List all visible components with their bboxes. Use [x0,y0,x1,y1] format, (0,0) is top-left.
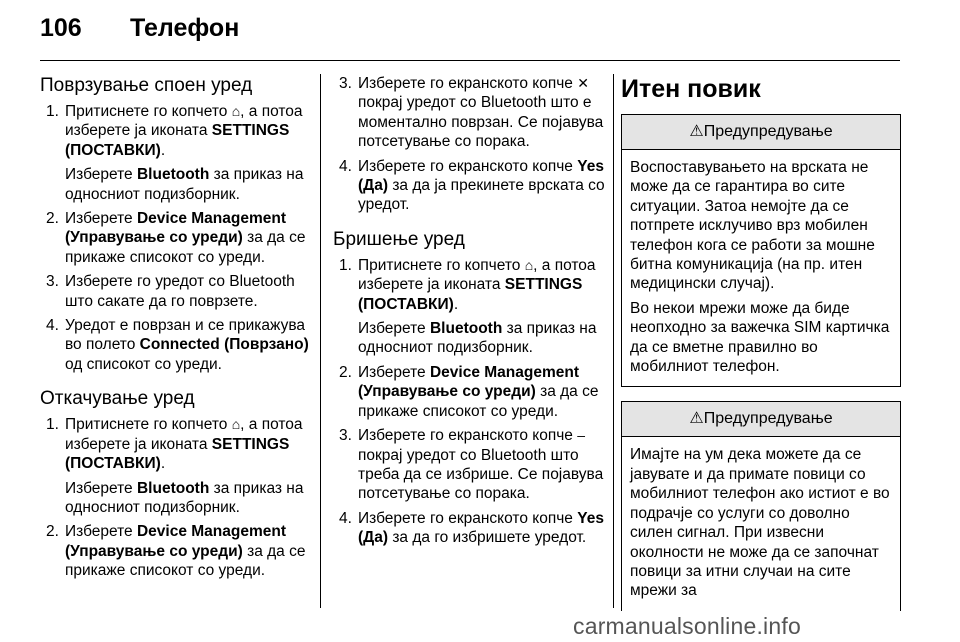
list-item [40,522,312,580]
step-text: , а потоа изберете ја иконата [65,416,303,453]
step-text: Изберете [358,320,426,338]
home-icon: ⌂ [231,103,241,119]
step-number: 3. [339,75,352,92]
list-item [40,209,312,267]
list-item [40,316,312,374]
list-item [333,74,605,152]
page-number: 106 [40,14,82,42]
warning-text: Имајте на ум дека можете да се јавувате и да примате повици со мобилниот телефон ако истиот е во подрачје со услуги со доволно силен сигнал. При извесни околности не може да се започнат повици за итни случаи на сите мрежи за [630,446,890,600]
steps-list [333,256,605,548]
warning-box [621,401,901,610]
step-text: за да се прикаже списокот со уреди. [65,542,306,580]
step-text: , а потоа изберете ја иконата [65,103,303,140]
step-text: Изберете [65,210,133,228]
step-number: 2. [46,210,59,228]
step-text: за да се прикаже списокот со уреди. [358,383,599,420]
step-text: за приказ на односниот подизборник. [358,320,597,357]
step-number: 2. [46,523,59,541]
section-heading: Откачување уред [40,388,195,410]
steps-list [40,102,312,374]
list-item [40,272,312,311]
list-item [333,426,605,504]
warning-icon: ⚠ [689,410,704,428]
step-bold: Device Management (Управување со уреди) [65,210,287,247]
warning-header [622,402,900,437]
warning-icon: ⚠ [689,123,704,140]
warning-body [622,150,900,386]
step-text: за да ја прекинете врската со уредот. [358,177,605,214]
step-text: покрај уредот со Bluetooth што треба да се избрише. Се појавува потсетување со порака. [358,446,604,503]
warning-label: Предупредување [703,123,833,140]
step-number: 2. [339,363,352,381]
step-text: Изберете [65,523,133,541]
column-divider [320,74,321,608]
column-left [40,74,312,586]
step-text: Изберете го екранското копче [358,75,573,92]
step-number: 1. [46,416,59,434]
steps-list [40,415,312,580]
step-number: 3. [46,273,59,291]
step-text: од списокот со уреди. [65,355,222,373]
step-number: 1. [46,103,59,120]
section-heading: Бришење уред [333,228,465,250]
list-item [40,415,312,517]
step-number: 4. [339,509,352,527]
step-text: Изберете го екранското копче [358,427,573,445]
step-text: Притиснете го копчето [65,416,228,434]
step-bold: SETTINGS (ПОСТАВКИ) [358,276,583,313]
minus-icon: – [577,427,586,444]
warning-text: Воспоставувањето на врската не може да се гарантира во сите ситуации. Затоа немојте да се потпрете исклучиво врз мобилен телефон кога се работи за мошне битна комуникација (на пр. итен медицински случај). [630,159,875,293]
step-bold: Yes (Да) [358,157,604,195]
column-divider [613,74,614,608]
step-text: за да го избришете уредот. [392,529,587,547]
step-number: 1. [339,256,352,274]
column-right [621,74,901,625]
home-icon: ⌂ [524,256,534,273]
step-number: 3. [339,427,352,445]
header-rule [40,60,900,61]
step-text: . [160,455,166,473]
warning-label: Предупредување [703,410,833,428]
step-text: Притиснете го копчето [358,256,521,274]
step-text: за приказ на односниот подизборник. [65,479,304,516]
list-item [333,509,605,548]
step-text: за да се прикаже списокот со уреди. [65,229,306,266]
step-text: Изберете го екранското копче [358,509,573,527]
step-bold: Yes (Да) [358,509,604,547]
steps-list [333,74,605,215]
step-text: . [453,295,459,313]
column-middle [333,74,605,553]
warning-header [622,115,900,150]
page-title: Телефон [130,14,240,42]
list-item [333,256,605,358]
step-bold: Connected (Поврзано) [139,336,309,354]
step-bold: SETTINGS (ПОСТАВКИ) [65,122,290,159]
step-text: Изберете [358,363,426,381]
step-bold: SETTINGS (ПОСТАВКИ) [65,435,290,473]
list-item [333,157,605,215]
step-text: , а потоа изберете ја иконата [358,256,596,294]
step-text: Изберете [65,166,133,184]
list-item [40,102,312,204]
warning-body [622,437,900,610]
step-text: Уредот е поврзан и се прикажува во полето [65,317,306,354]
step-text: Притиснете го копчето [65,103,228,120]
step-text: . [160,141,166,159]
step-bold: Bluetooth [429,320,503,338]
step-bold: Device Management (Управување со уреди) [358,363,580,401]
step-text: Изберете го уредот со Bluetooth што сакате да го поврзете. [65,273,295,310]
step-text: покрај уредот со Bluetooth што е моментално поврзан. Се појавува потсетување со порака. [358,94,604,151]
watermark: carmanualsonline.info [573,613,801,639]
close-icon: ✕ [577,75,589,91]
step-text: Изберете го екранското копче [358,157,573,175]
step-bold: Bluetooth [136,479,210,497]
step-text: Изберете [65,479,133,497]
step-text: за приказ на односниот подизборник. [65,166,304,203]
home-icon: ⌂ [231,416,241,433]
warning-text: Во некои мрежи може да биде неопходно за важечка SIM картичка да се вметне правилно во мобилниот телефон. [630,299,890,376]
section-heading: Поврзување споен уред [40,75,253,96]
list-item [333,363,605,421]
step-number: 4. [46,317,59,335]
step-number: 4. [339,157,352,175]
step-bold: Device Management (Управување со уреди) [65,523,287,560]
section-heading-large: Итен повик [621,75,761,103]
warning-box [621,114,901,387]
step-bold: Bluetooth [136,166,210,184]
